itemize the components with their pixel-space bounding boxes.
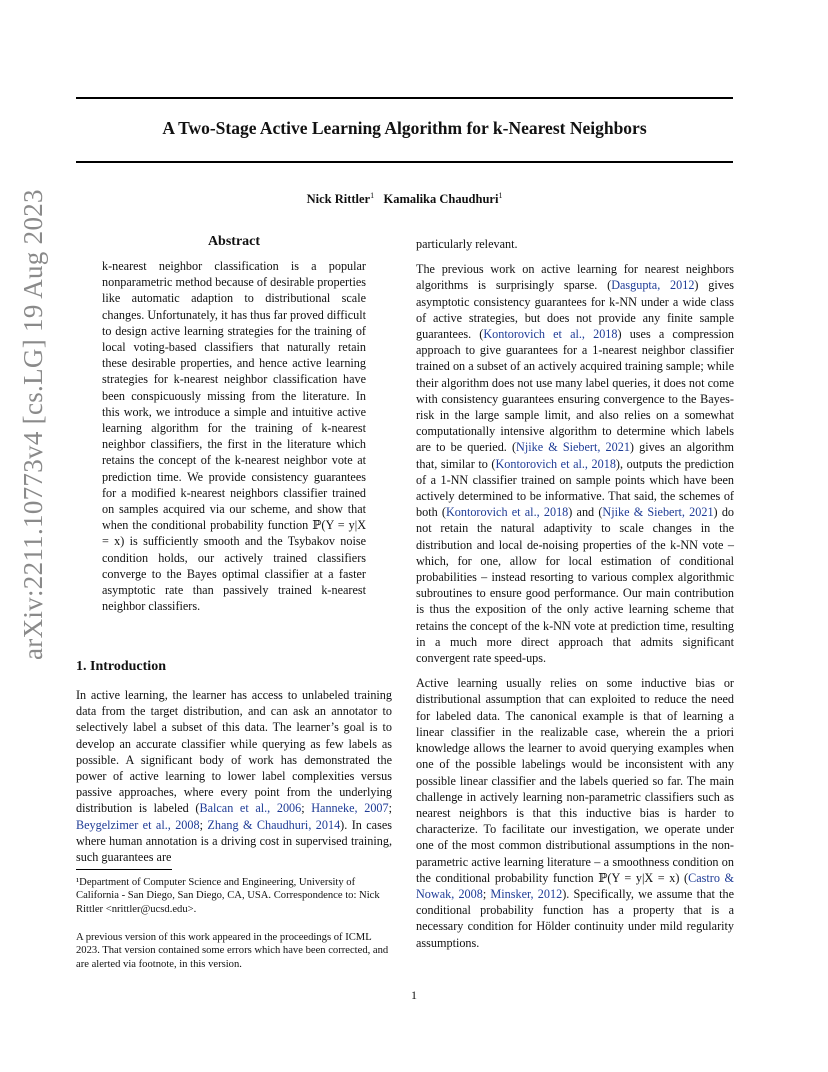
text-run: ; (482, 886, 491, 901)
text-run: ). Specifically, we assume that the conditional probability function has a property that is a necessary condition for Hölder continuity under mild regularity assumptions. (416, 886, 735, 950)
footnote-version-text: A previous version of this work appeared in the proceedings of ICML 2023. That version contained some errors which have been corrected, and are alerted via footnote, in this version. (76, 932, 389, 970)
footnote-version (76, 931, 392, 971)
abstract-paragraph: k-nearest neighbor classification is a popular nonparametric method because of desirable properties like automatic adaption to distributional scale changes. Unfortunately, it has thus far proved difficult to design active learning strategies for the training of local voting-based classifiers that naturally retain these desirable properties, and hence active learning strategies for k-nearest neighbor classification have been conspicuously missing from the literature. In this work, we introduce a simple and intuitive active learning algorithm for the training of k-nearest neighbor classifiers, the first in the literature which retains the concept of the k-nearest neighbor vote at prediction time. We provide consistency guarantees for a modified k-nearest neighbors classifier trained on samples acquired via our scheme, and show that when the conditional probability function ℙ(Y = y|X = x) is sufficiently smooth and the Tsybakov noise condition holds, our actively trained classifiers converge to the Bayes optimal classifier at a faster asymptotic rate than passively trained k-nearest neighbor classifiers. (102, 259, 366, 614)
page-number: 1 (411, 988, 417, 1002)
text-run: ) uses a compression approach to give guarantees for a 1-nearest neighbor classifier trained on a subset of an actively acquired training sample; while their algorithm does not use many label queries, it does not come with consistency guarantees ensuring convergence to the Bayes-risk in the large sample limit, and also relies on a somewhat computationally intensive algorithm to determine which labels are to be queried. ( (416, 327, 735, 455)
author-line (76, 191, 733, 207)
text-run: In active learning, the learner has access to unlabeled training data from the target distribution, and can ask an annotator to selectively label a subset of this data. The learner’s goal is to develop an accurate classifier while querying as few labels as possible. A significant body of work has demonstrated the power of active learning to lower label complexities versus passive approaches, where every point from the underlying distribution is labeled ( (76, 688, 392, 816)
continued-text: particularly relevant. (416, 237, 518, 251)
citation-link[interactable]: Njike & Siebert, 2021 (602, 505, 714, 520)
section-heading-introduction: 1. Introduction (76, 659, 166, 674)
affiliation-mark: 1 (498, 191, 503, 200)
citation-link[interactable]: Kontorovich et al., 2018 (445, 505, 569, 520)
assumption-paragraph (416, 675, 734, 950)
title-bottom-rule (76, 161, 733, 163)
citation-link[interactable]: Dasgupta, 2012 (611, 278, 695, 293)
citation-link[interactable]: Minsker, 2012 (490, 886, 563, 901)
affiliation-mark: 1 (370, 191, 375, 200)
abstract-text (102, 258, 366, 614)
intro-paragraph (76, 687, 392, 865)
text-run: ) gives an algorithm that, similar to ( (416, 440, 734, 471)
text-run: ; (301, 801, 312, 816)
text-run: ; (199, 817, 208, 832)
paper-title: A Two-Stage Active Learning Algorithm for k-Nearest Neighbors (162, 118, 647, 138)
arxiv-identifier: arXiv:2211.10773v4 [cs.LG] 19 Aug 2023 (18, 189, 48, 660)
related-work-paragraph (416, 261, 734, 666)
text-run: The previous work on active learning for nearest neighbors algorithms is surprisingly sparse. ( (416, 262, 734, 293)
citation-link[interactable]: Castro & Nowak, 2008 (416, 870, 734, 901)
text-run: Active learning usually relies on some inductive bias or distributional assumption that can exploited to reduce the need for labeled data. The canonical example is that of learning a linear classifier in the realizable case, wherein the a priori knowledge allows the learner to avoid querying examples when one of the possible labelings would be inconsistent with any possible linear classifier and the labels queried so far. The main challenge in actively learning non-parametric classifiers such as nearest neighbors is that this inductive bias is harder to characterize. To facilitate our investigation, we operate under one of the most common distributional assumptions in the non-parametric active learning literature – a smoothness condition on the conditional probability function ℙ(Y = y|X = x) ( (416, 676, 734, 885)
abstract-heading: Abstract (207, 234, 261, 249)
footnote-affiliation (76, 876, 392, 916)
citation-link[interactable]: Hanneke, 2007 (311, 801, 389, 816)
text-run: ; (388, 801, 392, 816)
text-run: ) do not retain the natural adaptivity to scale changes in the distribution and local de-noising properties of the k-NN vote – which, for one, allow for local estimation of conditional probabilities – instead resorting to various complex algorithmic subroutines to ensure good performance. Our main contribution is thus the exposition of the only active learning scheme that retains the concept of the k-NN vote at prediction time, resulting in a much more direct approach that admits significant convergent rate speed-ups. (416, 505, 735, 666)
citation-link[interactable]: Beygelzimer et al., 2008 (76, 817, 200, 832)
text-run: ), outputs the prediction of a 1-NN classifier trained on sample points which have been actively determined to be informative. That said, the schemes of both ( (416, 456, 734, 520)
footnote-affiliation-text: ¹Department of Computer Science and Engineering, University of California - San Diego, San Diego, CA, USA. Correspondence to: Nick Rittler <nrittler@ucsd.edu>. (76, 877, 380, 915)
citation-link[interactable]: Kontorovich et al., 2018 (483, 327, 618, 342)
footnote-rule (76, 869, 172, 870)
citation-link[interactable]: Njike & Siebert, 2021 (516, 440, 630, 455)
citation-link[interactable]: Kontorovich et al., 2018 (495, 456, 616, 471)
author-name: Nick Rittler (306, 192, 371, 207)
text-run: ) gives asymptotic consistency guarantees for k-NN under a wide class of active strategies, but does not provide any finite sample guarantees. ( (416, 278, 734, 342)
author-name: Kamalika Chaudhuri (383, 192, 499, 207)
right-column (416, 236, 734, 951)
intro-column (76, 687, 392, 865)
citation-link[interactable]: Zhang & Chaudhuri, 2014 (207, 817, 341, 832)
citation-link[interactable]: Balcan et al., 2006 (199, 801, 302, 816)
text-run: ). In cases where human annotation is a driving cost in supervised training, such guarantees are (76, 817, 392, 865)
text-run: ) and ( (568, 505, 603, 520)
title-top-rule (76, 97, 733, 99)
